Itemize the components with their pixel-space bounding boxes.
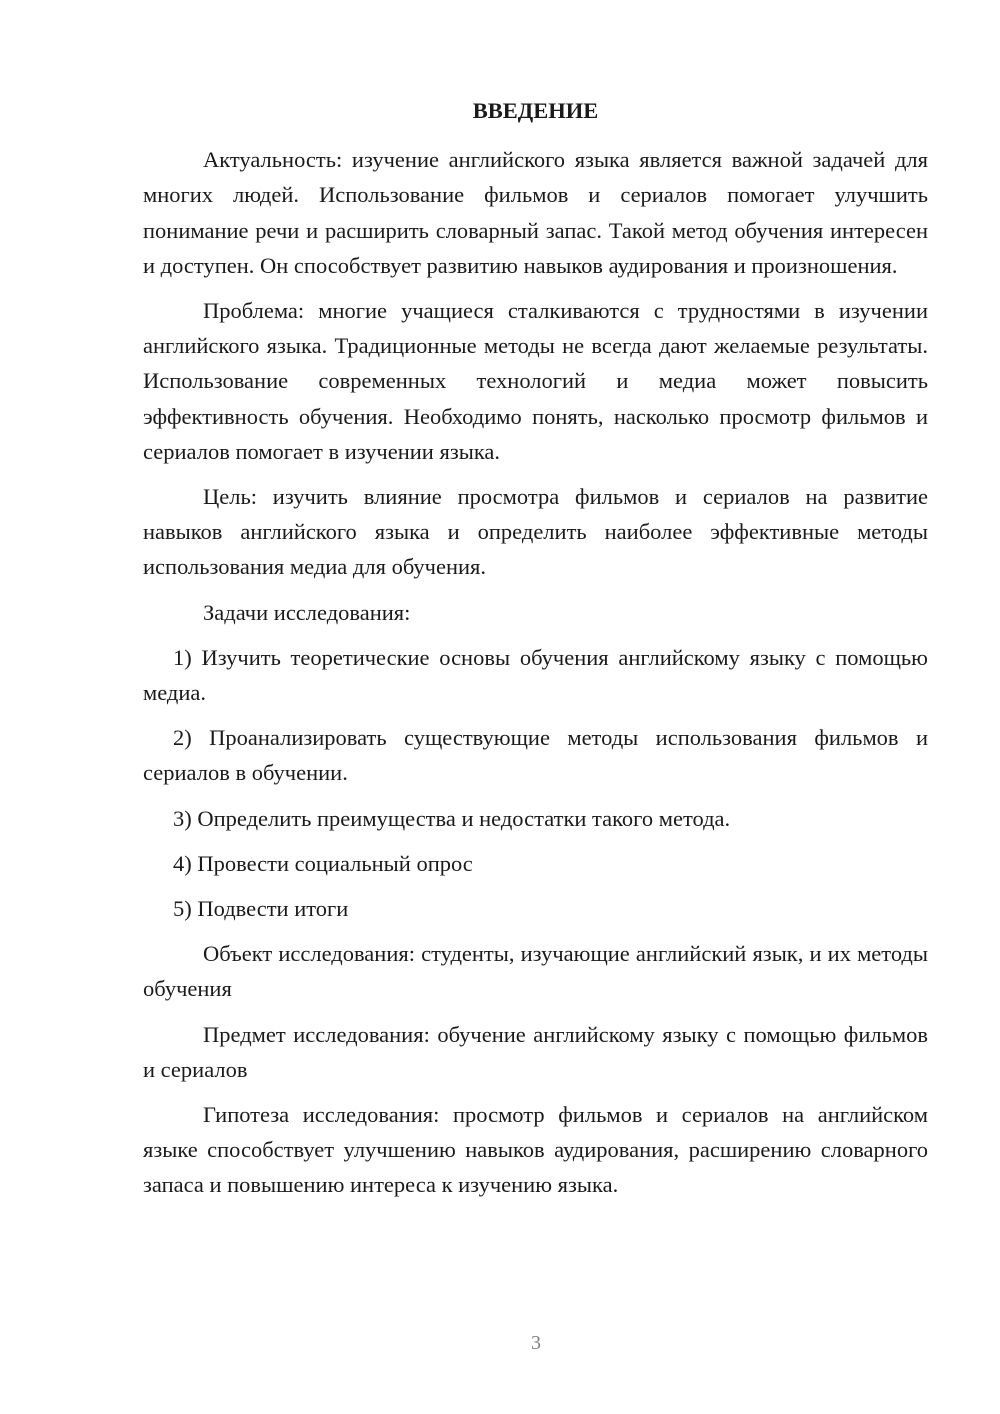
- page-title: ВВЕДЕНИЕ: [472, 98, 599, 123]
- paragraph-problem: Проблема: многие учащиеся сталкиваются с трудностями в изучении английского языка. Традиционные методы не всегда дают желаемые результаты. Использование современных технологий и медиа может повысить эффективность обучения. Необходимо понять, насколько просмотр фильмов и сериалов помогает в изучении языка.: [143, 298, 928, 464]
- page-number: 3: [531, 1332, 541, 1354]
- list-item: 4) Провести социальный опрос: [173, 850, 473, 876]
- paragraph-object: Объект исследования: студенты, изучающие английский язык, и их методы обучения: [143, 941, 928, 1002]
- list-item: 1) Изучить теоретические основы обучения английскому языку с помощью медиа.: [143, 644, 928, 706]
- list-item: 5) Подвести итоги: [173, 896, 349, 922]
- paragraph-hypothesis: Гипотеза исследования: просмотр фильмов и сериалов на английском языке способствует улучшению навыков аудирования, расширению словарного запаса и повышению интереса к изучению языка.: [143, 1102, 928, 1198]
- paragraph-goal: Цель: изучить влияние просмотра фильмов и сериалов на развитие навыков английского языка и определить наиболее эффективные методы использования медиа для обучения.: [143, 484, 928, 580]
- paragraph-subject: Предмет исследования: обучение английскому языку с помощью фильмов и сериалов: [143, 1021, 928, 1082]
- tasks-title: Задачи исследования:: [203, 599, 411, 625]
- page-content: [143, 93, 928, 1213]
- list-item: 2) Проанализировать существующие методы использования фильмов и сериалов в обучении.: [143, 725, 928, 786]
- list-item: 3) Определить преимущества и недостатки такого метода.: [173, 805, 731, 831]
- paragraph-relevance: Актуальность: изучение английского языка является важной задачей для многих людей. Использование фильмов и сериалов помогает улучшить понимание речи и расширить словарный запас. Такой метод обучения интересен и доступен. Он способствует развитию навыков аудирования и произношения.: [143, 147, 928, 278]
